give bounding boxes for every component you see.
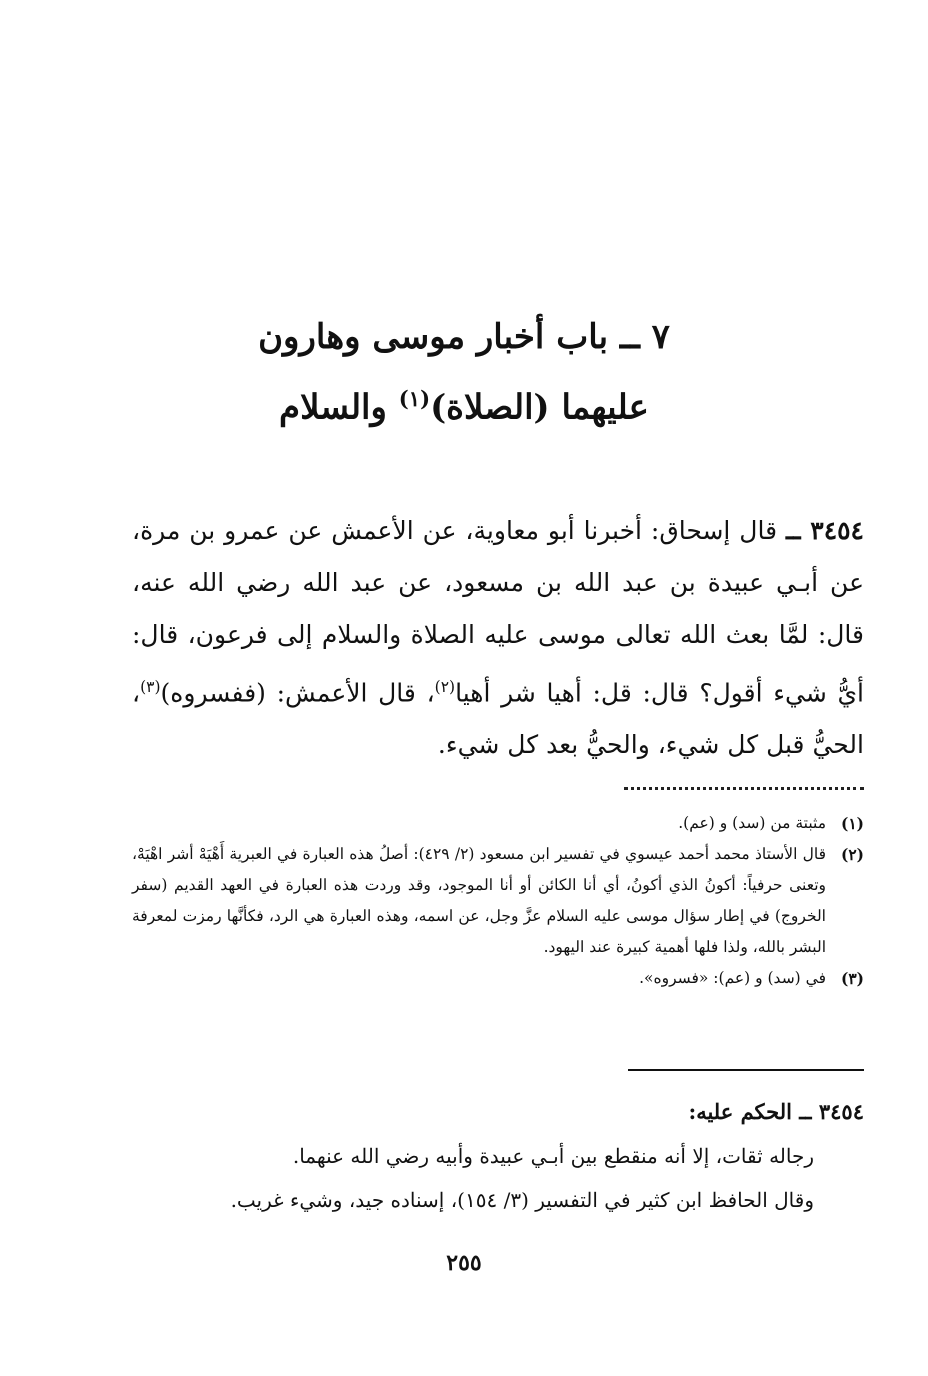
ruling-line: رجاله ثقات، إلا أنه منقطع بين أبـي عبيدة وأبيه رضي الله عنهما. (292, 1144, 814, 1168)
footnote-mark: (٣) (840, 969, 864, 988)
hadith-number: ٣٤٥٤ ــ (785, 516, 864, 545)
ruling-line: وقال الحافظ ابن كثير في التفسير (٣/ ١٥٤)، إسناده جيد، وشيء غريب. (230, 1188, 814, 1212)
chapter-title-line-1: ٧ ــ باب أخبار موسى وهارون (258, 317, 670, 357)
hadith-text-part-2: ، قال الأعمش: (ففسروه) (160, 678, 435, 708)
footnote-item (132, 963, 864, 994)
chapter-title-line-2-start: عليهما (الصلاة) (430, 387, 649, 428)
footnote-mark: (٢) (840, 845, 864, 864)
hadith-text-part-1: قال إسحاق: أخبرنا أبو معاوية، عن الأعمش عن عمرو بن مرة، عن أبـي عبيدة بن عبد الله بن مسعود، عن عبد الله رضي الله عنه، قال: لمَّا بعث الله تعالى موسى عليه الصلاة والسلام إلى فرعون، قال: أيُّ شيء أقول؟ قال: قل: أهيا شر أهيا (132, 516, 864, 708)
footnote-mark: (١) (840, 814, 864, 833)
page-number: ٢٥٥ (446, 1250, 482, 1276)
footnote-text: قال الأستاذ محمد أحمد عيسوي في تفسير ابن مسعود (٢/ ٤٢٩): أصلُ هذه العبارة في العبرية أَهْيَهْ أشر اهْيَهْ، وتعنى حرفياً: أكونُ الذي أكونُ، أي أنا الكائن أو أنا الموجود، وقد وردت هذه العبارة في العهد القديم (سفر الخروج) في إطار سؤال موسى عليه السلام عزَّ وجل، عن اسمه، وهذه العبارة هي الرد، فكأنَّها رمزت لمعرفة البشر بالله، ولذا فلها أهمية كبيرة عند اليهود. (132, 845, 827, 956)
footnote-text: في (سد) و (عم): «فسروه». (639, 969, 826, 987)
section-separator-line (628, 1069, 864, 1071)
chapter-title-line-2-end: والسلام (279, 387, 399, 428)
footnote-item (132, 808, 864, 839)
ruling-section (150, 1090, 864, 1222)
ruling-heading: ٣٤٥٤ ــ الحكم عليه: (688, 1099, 864, 1124)
footnote-text: مثبتة من (سد) و (عم). (678, 814, 826, 832)
footnote-ref-3[interactable]: (٣) (140, 678, 161, 696)
chapter-title (0, 306, 928, 438)
footnote-ref-1[interactable]: (١) (398, 386, 431, 411)
footnote-separator-dotted (624, 787, 864, 790)
footnotes (132, 808, 864, 994)
footnote-item (132, 839, 864, 963)
footnote-ref-2[interactable]: (٢) (434, 678, 456, 696)
hadith-text (132, 505, 864, 771)
chapter-title-line-2 (0, 368, 928, 438)
hadith-text-part-3: ، الحيُّ قبل كل شيء، والحيُّ بعد كل شيء. (132, 678, 864, 760)
